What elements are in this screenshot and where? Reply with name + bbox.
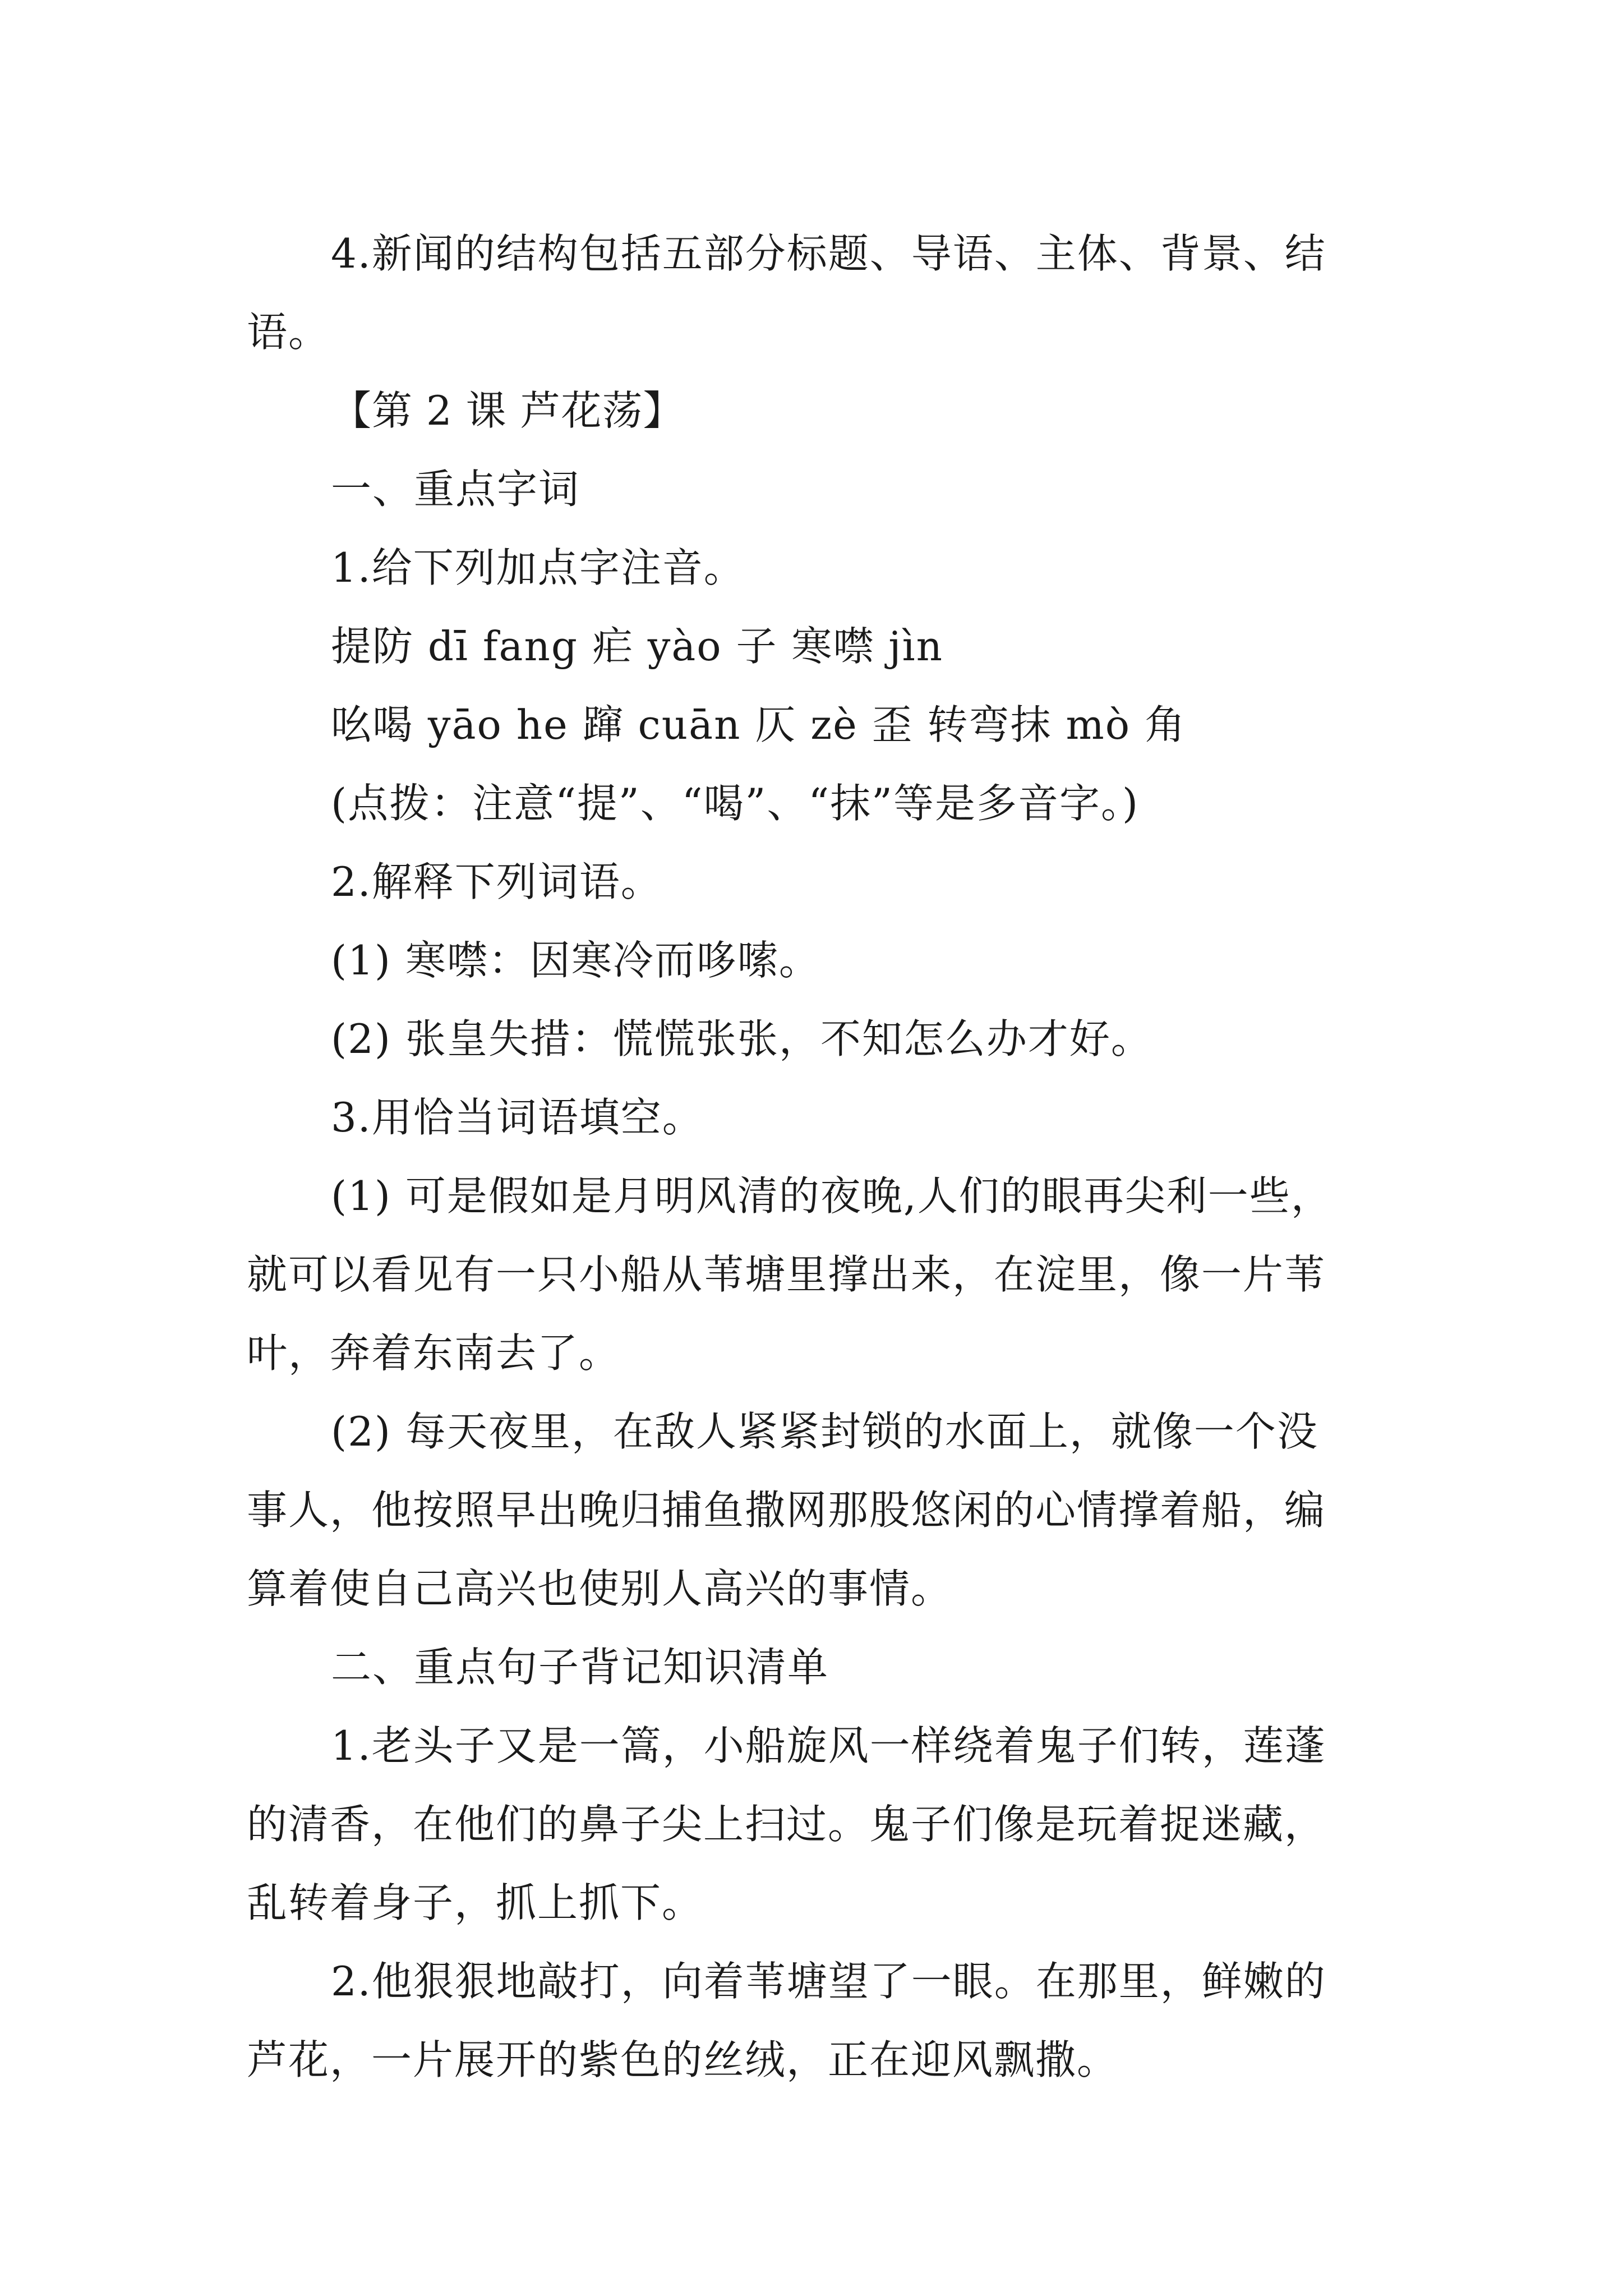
pinyin-line-1: 提防 dī fang 疟 yào 子 寒噤 jìn bbox=[331, 623, 944, 670]
fill-blank-1-cont: 就可以看见有一只小船从苇塘里撑出来，在淀里，像一片苇 bbox=[247, 1251, 1326, 1298]
sentence-2-cont: 芦花，一片展开的紫色的丝绒，正在迎风飘撒。 bbox=[247, 2036, 1119, 2083]
question-1-heading: 1.给下列加点字注音。 bbox=[331, 544, 745, 591]
fill-blank-2-cont-2: 算着使自己高兴也使别人高兴的事情。 bbox=[247, 1565, 953, 1612]
fill-blank-1: (1) 可是假如是月明风清的夜晚,人们的眼再尖利一些， bbox=[331, 1172, 1332, 1220]
definition-1: (1) 寒噤：因寒冷而哆嗦。 bbox=[331, 937, 820, 984]
sentence-2: 2.他狠狠地敲打，向着苇塘望了一眼。在那里，鲜嫩的 bbox=[331, 1958, 1326, 2005]
question-2-heading: 2.解释下列词语。 bbox=[331, 858, 662, 905]
section-heading-key-sentences: 二、重点句子背记知识清单 bbox=[331, 1644, 829, 1691]
paragraph-news-structure-cont: 语。 bbox=[247, 309, 330, 356]
fill-blank-2: (2) 每天夜里，在敌人紧紧封锁的水面上，就像一个没 bbox=[331, 1408, 1318, 1455]
lesson-title: 【第 2 课 芦花荡】 bbox=[331, 387, 684, 434]
hint-note: (点拨：注意“提”、“喝”、“抹”等是多音字。) bbox=[331, 780, 1140, 827]
sentence-1: 1.老头子又是一篙，小船旋风一样绕着鬼子们转，莲蓬 bbox=[331, 1722, 1326, 1769]
section-heading-key-words: 一、重点字词 bbox=[331, 466, 580, 513]
pinyin-line-2: 吆喝 yāo he 蹿 cuān 仄 zè 歪 转弯抹 mò 角 bbox=[331, 701, 1186, 748]
document-body bbox=[247, 214, 1385, 2099]
question-3-heading: 3.用恰当词语填空。 bbox=[331, 1094, 704, 1141]
definition-2: (2) 张皇失措：慌慌张张，不知怎么办才好。 bbox=[331, 1015, 1152, 1062]
fill-blank-1-cont-2: 叶，奔着东南去了。 bbox=[247, 1329, 621, 1377]
paragraph-news-structure: 4.新闻的结构包括五部分标题、导语、主体、背景、结 bbox=[331, 230, 1326, 277]
sentence-1-cont-2: 乱转着身子，抓上抓下。 bbox=[247, 1879, 704, 1926]
sentence-1-cont: 的清香，在他们的鼻子尖上扫过。鬼子们像是玩着捉迷藏， bbox=[247, 1801, 1326, 1848]
fill-blank-2-cont: 事人，他按照早出晚归捕鱼撒网那股悠闲的心情撑着船，编 bbox=[247, 1487, 1326, 1534]
